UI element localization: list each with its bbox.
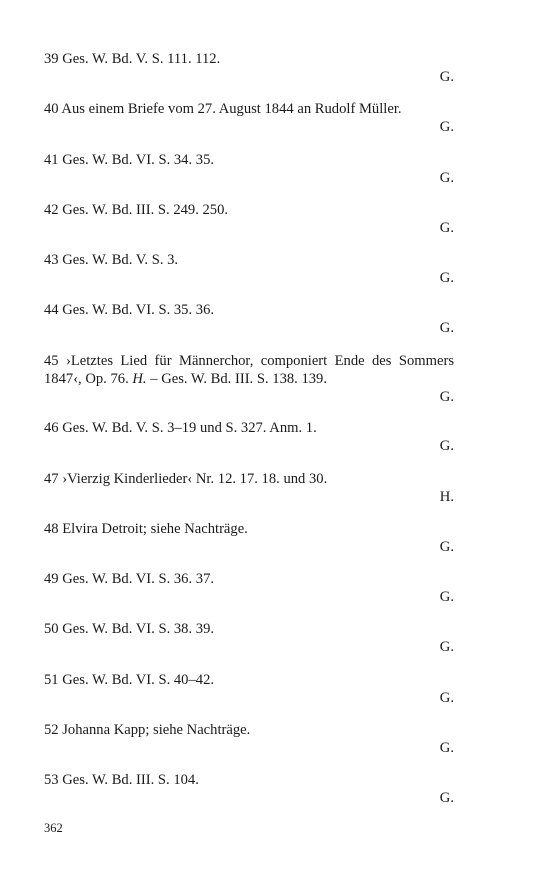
note-text: 49 Ges. W. Bd. VI. S. 36. 37. xyxy=(44,571,215,588)
note-initial: G. xyxy=(439,219,454,236)
note-text-part: – Ges. W. Bd. III. S. 138. 139. xyxy=(150,370,327,387)
note-initial: G. xyxy=(439,790,454,807)
note-initial: G. xyxy=(439,388,454,405)
note-entry xyxy=(44,151,454,201)
note-text-italic: H. xyxy=(132,370,147,387)
note-initial: G. xyxy=(439,689,454,706)
note-text: 44 Ges. W. Bd. VI. S. 35. 36. xyxy=(44,302,215,319)
note-entry xyxy=(44,100,454,150)
note-text: 52 Johanna Kapp; siehe Nachträge. xyxy=(44,722,251,739)
page-number: 362 xyxy=(44,821,63,835)
note-entry xyxy=(44,470,454,520)
note-initial: G. xyxy=(439,538,454,555)
note-text: 43 Ges. W. Bd. V. S. 3. xyxy=(44,252,179,269)
note-text: 40 Aus einem Briefe vom 27. August 1844 an Rudolf Müller. xyxy=(44,101,402,118)
note-entry xyxy=(44,570,454,620)
note-text-part: 45 ›Letztes Lied für Männerchor, componiert Ende des Sommers 1847‹, Op. 76. xyxy=(44,352,454,387)
note-text: 42 Ges. W. Bd. III. S. 249. 250. xyxy=(44,201,229,218)
note-text: 47 ›Vierzig Kinderlieder‹ Nr. 12. 17. 18. und 30. xyxy=(44,470,328,487)
note-initial: G. xyxy=(439,270,454,287)
note-entry xyxy=(44,301,454,351)
note-text: 39 Ges. W. Bd. V. S. 111. 112. xyxy=(44,51,221,67)
note-initial: G. xyxy=(439,438,454,455)
note-initial: G. xyxy=(439,639,454,656)
note-entry xyxy=(44,201,454,251)
note-initial: G. xyxy=(439,69,454,85)
note-initial: G. xyxy=(439,119,454,136)
note-text: 41 Ges. W. Bd. VI. S. 34. 35. xyxy=(44,151,215,168)
note-initial: G. xyxy=(439,169,454,186)
note-text: 48 Elvira Detroit; siehe Nachträge. xyxy=(44,520,248,537)
note-entry xyxy=(44,50,454,100)
note-entry xyxy=(44,251,454,301)
note-entry xyxy=(44,352,454,420)
note-initial: H. xyxy=(439,488,454,505)
note-entry xyxy=(44,520,454,570)
note-entry xyxy=(44,671,454,721)
note-text: 50 Ges. W. Bd. VI. S. 38. 39. xyxy=(44,621,215,638)
note-text xyxy=(44,352,454,388)
note-entry xyxy=(44,620,454,670)
note-text: 46 Ges. W. Bd. V. S. 3–19 und S. 327. Anm. 1. xyxy=(44,420,317,437)
note-text: 53 Ges. W. Bd. III. S. 104. xyxy=(44,772,199,789)
note-entry xyxy=(44,771,454,821)
note-initial: G. xyxy=(439,740,454,757)
note-initial: G. xyxy=(439,589,454,606)
note-text: 51 Ges. W. Bd. VI. S. 40–42. xyxy=(44,671,215,688)
note-entry xyxy=(44,419,454,469)
note-initial: G. xyxy=(439,320,454,337)
notes-list xyxy=(44,50,454,822)
note-entry xyxy=(44,721,454,771)
